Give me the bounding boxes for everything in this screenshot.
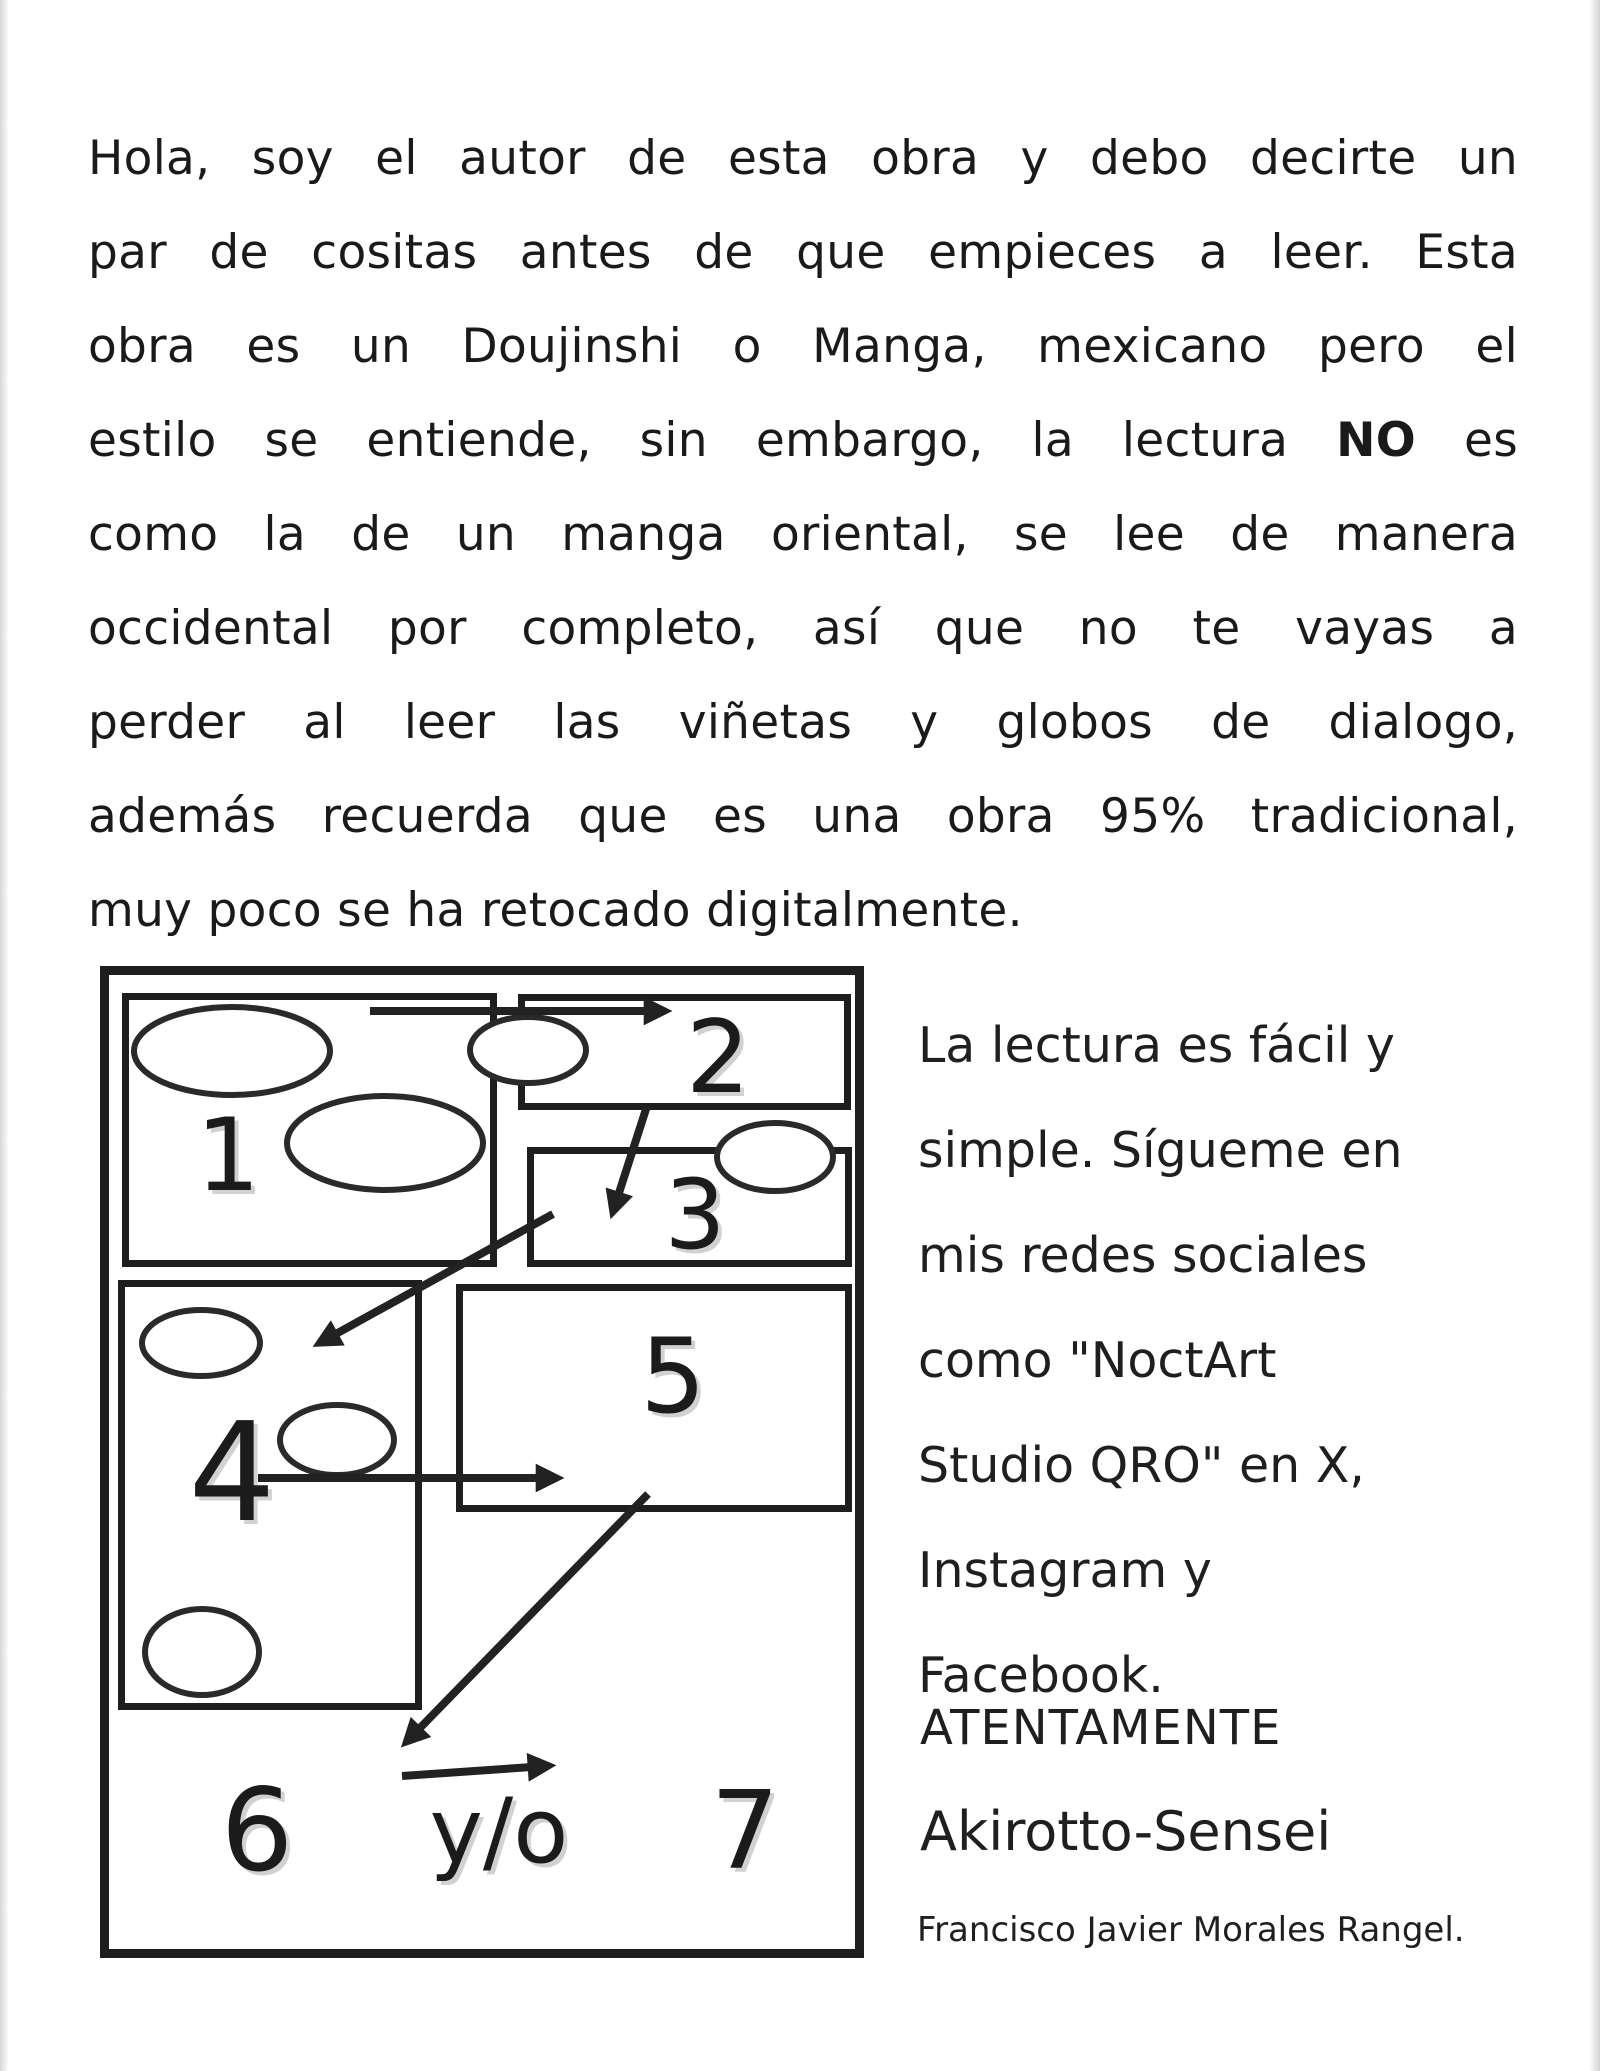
speech-bubble	[470, 1017, 586, 1083]
emphasis-no: NO	[1336, 413, 1417, 468]
speech-bubble	[142, 1310, 260, 1376]
side-note-line: La lectura es fácil y	[918, 1017, 1395, 1074]
speech-bubble	[145, 1609, 259, 1695]
intro-line-segment: estilo se entiende, sin embargo, la lectura	[88, 413, 1337, 468]
speech-bubble	[287, 1096, 483, 1190]
arrow-panel3-to-panel4	[334, 1214, 553, 1335]
closing-pen-name: Akirotto-Sensei	[920, 1800, 1332, 1863]
side-note-line: simple. Sígueme en	[918, 1122, 1403, 1179]
side-note-line: como "NoctArt	[918, 1332, 1277, 1389]
panel-6-label: 6	[220, 1764, 294, 1897]
intro-line: perder al leer las viñetas y globos de dialogo,	[88, 695, 1518, 750]
closing-salutation: ATENTAMENTE	[920, 1700, 1282, 1756]
closing-real-name: Francisco Javier Morales Rangel.	[917, 1910, 1465, 1950]
arrow-panel6-to-panel7	[402, 1767, 532, 1776]
intro-line: par de cositas antes de que empieces a leer. Esta	[88, 225, 1518, 280]
intro-line: muy poco se ha retocado digitalmente.	[88, 883, 1023, 938]
side-note-line: Studio QRO" en X,	[918, 1437, 1365, 1494]
panel-2-label: 2	[685, 998, 751, 1116]
intro-line: como la de un manga oriental, se lee de manera	[88, 507, 1518, 562]
panel-1-label: 1	[195, 1096, 261, 1214]
panel-7-label: 7	[710, 1769, 780, 1894]
panel-3-label: 3	[664, 1159, 726, 1271]
speech-bubble	[717, 1123, 833, 1191]
side-note-line: Facebook.	[918, 1647, 1164, 1704]
arrow-panel5-to-bottom	[418, 1494, 648, 1730]
connector-label: y/o	[429, 1779, 569, 1884]
side-note-line: mis redes sociales	[918, 1227, 1368, 1284]
speech-bubble	[280, 1405, 394, 1475]
speech-bubble	[134, 1007, 330, 1095]
intro-line: occidental por completo, así que no te vayas a	[88, 601, 1518, 656]
panel-5-label: 5	[640, 1317, 706, 1437]
side-note-line: Instagram y	[918, 1542, 1212, 1599]
intro-line: obra es un Doujinshi o Manga, mexicano pero el	[88, 319, 1518, 374]
side-note	[918, 993, 1578, 1728]
intro-line-segment: es	[1416, 413, 1518, 468]
intro-line: Hola, soy el autor de esta obra y debo decirte un	[88, 131, 1518, 186]
panel-4-label: 4	[188, 1394, 276, 1553]
intro-line: además recuerda que es una obra 95% tradicional,	[88, 789, 1518, 844]
